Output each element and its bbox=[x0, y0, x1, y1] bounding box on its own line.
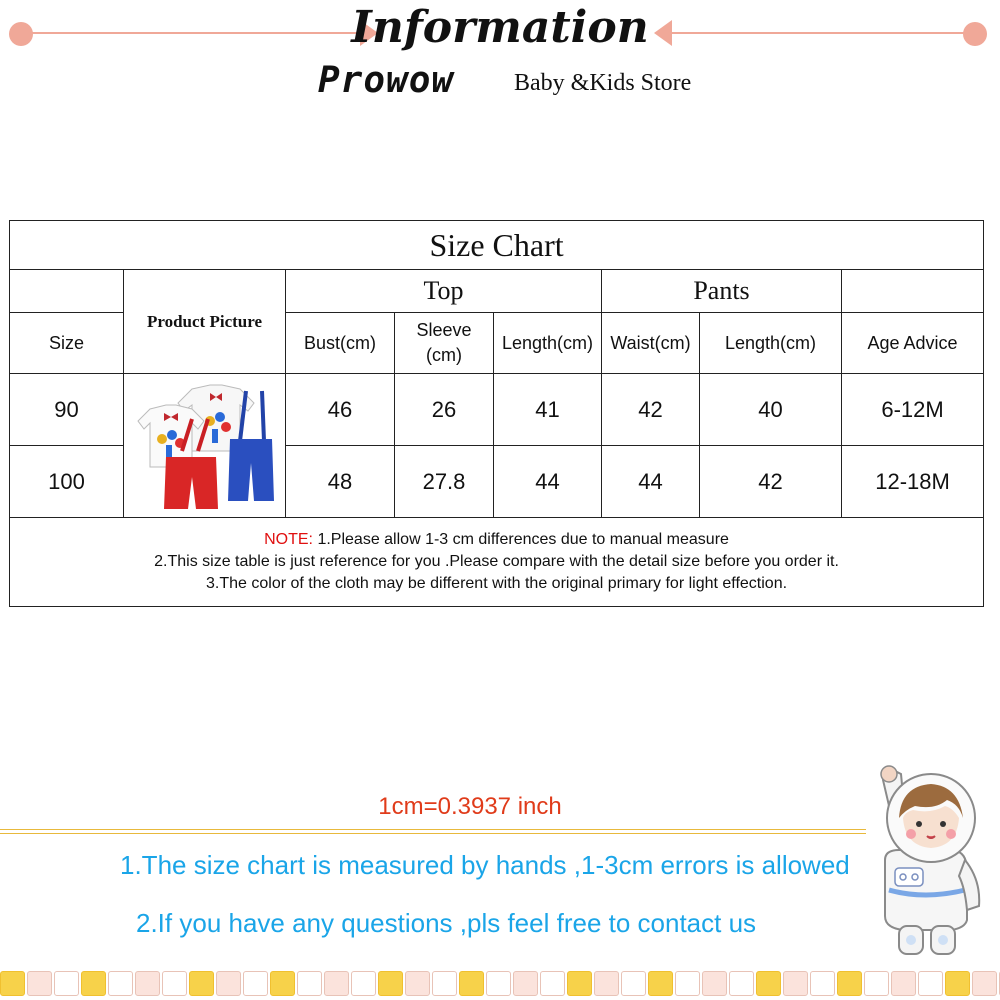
tile bbox=[540, 971, 565, 996]
decorative-tile-border bbox=[0, 971, 1000, 1000]
tile bbox=[81, 971, 106, 996]
tile bbox=[864, 971, 889, 996]
note-line-2: 2.This size table is just reference for you .Please compare with the detail size before you order it. bbox=[154, 553, 839, 570]
col-header-size: Size bbox=[10, 313, 124, 374]
tile bbox=[891, 971, 916, 996]
astronaut-illustration bbox=[855, 760, 990, 965]
table-cell-sleeve: 26 bbox=[395, 374, 494, 446]
product-outfit-image bbox=[130, 381, 280, 511]
store-name: Baby &Kids Store bbox=[514, 70, 692, 96]
tile bbox=[216, 971, 241, 996]
tile bbox=[756, 971, 781, 996]
tile bbox=[189, 971, 214, 996]
table-cell-waist: 44 bbox=[602, 446, 700, 518]
table-cell-sleeve: 27.8 bbox=[395, 446, 494, 518]
tile bbox=[324, 971, 349, 996]
note-label: NOTE: bbox=[264, 531, 313, 548]
note-cell bbox=[10, 518, 984, 607]
header-right-dot bbox=[963, 22, 987, 46]
col-header-top-length: Length(cm) bbox=[494, 313, 602, 374]
tile bbox=[810, 971, 835, 996]
header-right-line bbox=[670, 32, 975, 34]
tile bbox=[918, 971, 943, 996]
tile bbox=[702, 971, 727, 996]
tile bbox=[972, 971, 997, 996]
tile bbox=[675, 971, 700, 996]
product-picture-header: Product Picture bbox=[124, 270, 286, 374]
col-header-waist: Waist(cm) bbox=[602, 313, 700, 374]
tile bbox=[405, 971, 430, 996]
tile bbox=[297, 971, 322, 996]
col-header-age: Age Advice bbox=[842, 313, 984, 374]
tile bbox=[378, 971, 403, 996]
tile bbox=[567, 971, 592, 996]
tile bbox=[27, 971, 52, 996]
brand-logo: Prowow bbox=[318, 60, 455, 101]
tile bbox=[135, 971, 160, 996]
table-cell-top-length: 44 bbox=[494, 446, 602, 518]
blank-cell bbox=[10, 270, 124, 313]
size-chart-table bbox=[9, 220, 984, 607]
table-cell-size: 100 bbox=[10, 446, 124, 518]
table-cell-waist: 42 bbox=[602, 374, 700, 446]
tile bbox=[594, 971, 619, 996]
size-chart-title: Size Chart bbox=[10, 221, 984, 270]
note-text-1: 1.Please allow 1-3 cm differences due to manual measure bbox=[313, 531, 729, 548]
table-cell-age: 6-12M bbox=[842, 374, 984, 446]
table-cell-age: 12-18M bbox=[842, 446, 984, 518]
tile bbox=[945, 971, 970, 996]
tile bbox=[54, 971, 79, 996]
product-picture-cell bbox=[124, 374, 286, 518]
unit-conversion: 1cm=0.3937 inch bbox=[378, 793, 562, 820]
tile bbox=[648, 971, 673, 996]
tile bbox=[270, 971, 295, 996]
blank-cell bbox=[842, 270, 984, 313]
col-header-bust: Bust(cm) bbox=[286, 313, 395, 374]
table-cell-size: 90 bbox=[10, 374, 124, 446]
col-header-sleeve-label: Sleeve (cm) bbox=[416, 320, 472, 365]
divider-line bbox=[0, 833, 866, 834]
table-cell-top-length: 41 bbox=[494, 374, 602, 446]
table-cell-pants-length: 40 bbox=[700, 374, 842, 446]
table-cell-pants-length: 42 bbox=[700, 446, 842, 518]
page-title: Information bbox=[351, 2, 649, 53]
tile bbox=[837, 971, 862, 996]
tile bbox=[729, 971, 754, 996]
note-line-1 bbox=[10, 529, 983, 551]
group-top-header: Top bbox=[286, 270, 602, 313]
tile bbox=[243, 971, 268, 996]
tile bbox=[513, 971, 538, 996]
tile bbox=[162, 971, 187, 996]
group-pants-header: Pants bbox=[602, 270, 842, 313]
tile bbox=[486, 971, 511, 996]
col-header-sleeve bbox=[395, 313, 494, 374]
info-line-1: 1.The size chart is measured by hands ,1-3cm errors is allowed bbox=[120, 850, 850, 880]
table-cell-bust: 48 bbox=[286, 446, 395, 518]
tile bbox=[108, 971, 133, 996]
note-line-3: 3.The color of the cloth may be different with the original primary for light effection. bbox=[206, 575, 788, 592]
tile bbox=[621, 971, 646, 996]
tile bbox=[459, 971, 484, 996]
info-line-2: 2.If you have any questions ,pls feel free to contact us bbox=[136, 908, 757, 938]
tile bbox=[432, 971, 457, 996]
divider-line bbox=[0, 829, 866, 830]
col-header-pants-length: Length(cm) bbox=[700, 313, 842, 374]
tile bbox=[351, 971, 376, 996]
tile bbox=[0, 971, 25, 996]
table-cell-bust: 46 bbox=[286, 374, 395, 446]
tile bbox=[783, 971, 808, 996]
